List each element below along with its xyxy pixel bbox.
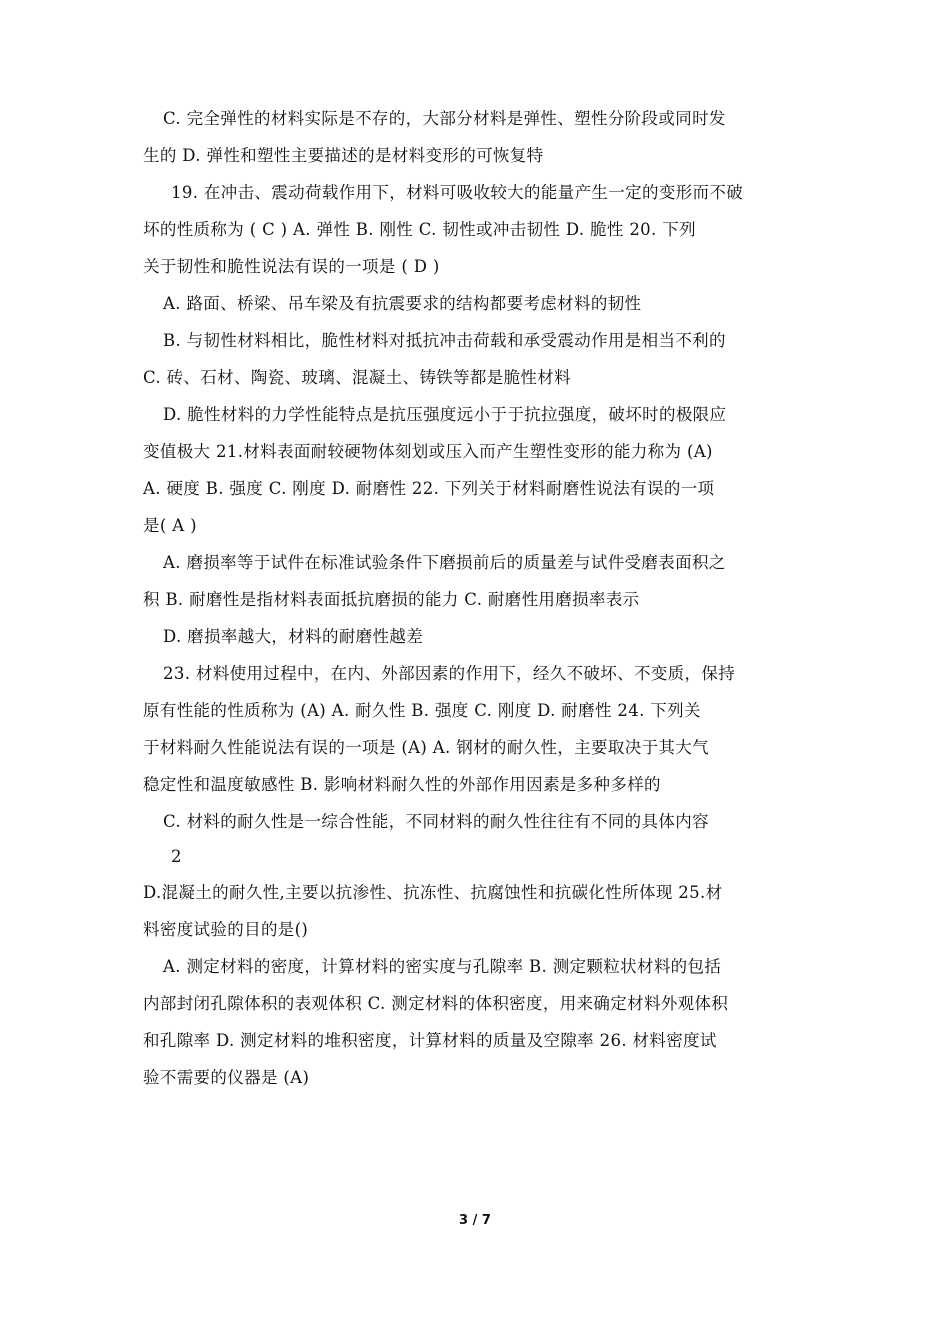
text-line: 关于韧性和脆性说法有误的一项是 ( D ) (143, 257, 440, 276)
text-line: 19. 在冲击、震动荷载作用下，材料可吸收较大的能量产生一定的变形而不破 (171, 183, 744, 202)
text-line: A. 磨损率等于试件在标准试验条件下磨损前后的质量差与试件受磨表面积之 (163, 553, 726, 572)
page-number: 3 / 7 (459, 1213, 491, 1228)
text-line: 于材料耐久性能说法有误的一项是 (A) A. 钢材的耐久性，主要取决于其大气 (143, 738, 709, 757)
text-line: 验不需要的仪器是 (A) (143, 1068, 310, 1087)
text-line: D. 脆性材料的力学性能特点是抗压强度远小于于抗拉强度，破坏时的极限应 (163, 405, 727, 424)
text-line: 和孔隙率 D. 测定材料的堆积密度，计算材料的质量及空隙率 26. 材料密度试 (143, 1031, 717, 1050)
text-line: A. 路面、桥梁、吊车梁及有抗震要求的结构都要考虑材料的韧性 (163, 294, 642, 313)
text-line: D.混凝土的耐久性,主要以抗渗性、抗冻性、抗腐蚀性和抗碳化性所体现 25.材 (143, 883, 723, 902)
text-line: 坏的性质称为 ( C ) A. 弹性 B. 刚性 C. 韧性或冲击韧性 D. 脆性 20. 下列 (143, 220, 696, 239)
text-line: 原有性能的性质称为 (A) A. 耐久性 B. 强度 C. 刚度 D. 耐磨性 24. 下列关 (143, 701, 701, 720)
text-line: 生的 D. 弹性和塑性主要描述的是材料变形的可恢复特 (143, 146, 544, 165)
document-body (143, 100, 815, 1096)
text-line: A. 测定材料的密度，计算材料的密实度与孔隙率 B. 测定颗粒状材料的包括 (163, 957, 722, 976)
text-line: C. 砖、石材、陶瓷、玻璃、混凝土、铸铁等都是脆性材料 (143, 368, 571, 387)
text-line: A. 硬度 B. 强度 C. 刚度 D. 耐磨性 22. 下列关于材料耐磨性说法有误的一项 (143, 479, 715, 498)
text-line: 内部封闭孔隙体积的表观体积 C. 测定材料的体积密度，用来确定材料外观体积 (143, 994, 729, 1013)
text-line: C. 完全弹性的材料实际是不存的，大部分材料是弹性、塑性分阶段或同时发 (163, 109, 726, 128)
text-line: 积 B. 耐磨性是指材料表面抵抗磨损的能力 C. 耐磨性用磨损率表示 (143, 590, 640, 609)
text-line: 23. 材料使用过程中，在内、外部因素的作用下，经久不破坏、不变质，保持 (163, 664, 736, 683)
inline-page-marker: 2 (171, 847, 182, 866)
text-line: 稳定性和温度敏感性 B. 影响材料耐久性的外部作用因素是多种多样的 (143, 775, 661, 794)
text-line: B. 与韧性材料相比，脆性材料对抵抗冲击荷载和承受震动作用是相当不利的 (163, 331, 726, 350)
text-line: D. 磨损率越大，材料的耐磨性越差 (163, 627, 424, 646)
text-line: 是( A ) (143, 516, 197, 535)
text-line: 料密度试验的目的是() (143, 920, 309, 939)
text-line: C. 材料的耐久性是一综合性能，不同材料的耐久性往往有不同的具体内容 (163, 812, 709, 831)
text-line: 变值极大 21.材料表面耐较硬物体刻划或压入而产生塑性变形的能力称为 (A) (143, 442, 713, 461)
